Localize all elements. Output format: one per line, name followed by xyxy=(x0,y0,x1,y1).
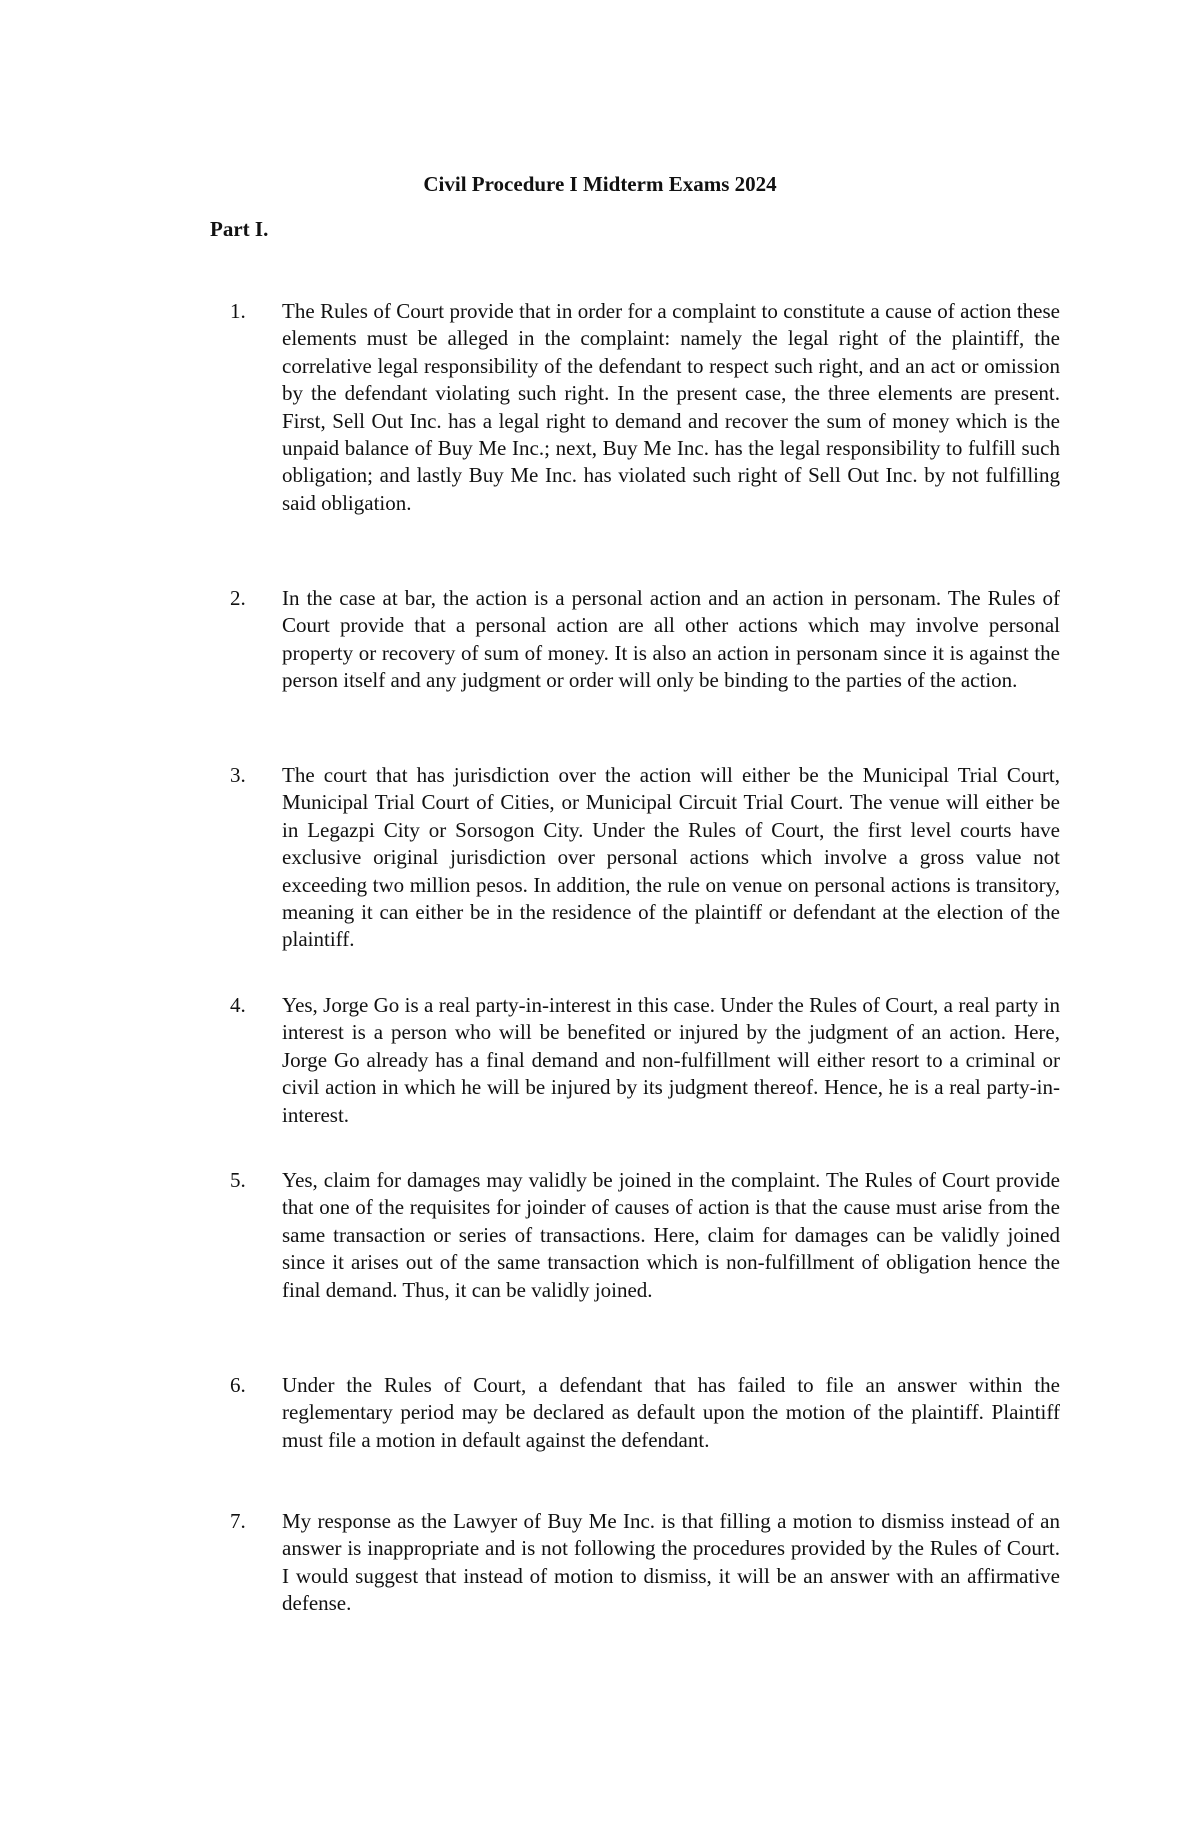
answer-item-2 xyxy=(230,585,1060,695)
answer-text: Under the Rules of Court, a defendant that has failed to file an answer within the reglementary period may be declared as default upon the motion of the plaintiff. Plaintiff must file a motion in default against the defendant. xyxy=(282,1373,1060,1452)
answer-text: Yes, claim for damages may validly be joined in the complaint. The Rules of Court provide that one of the requisites for joinder of causes of action is that the cause must arise from the same transaction or series of transactions. Here, claim for damages can be validly joined since it arises out of the same transaction which is non-fulfillment of obligation hence the final demand. Thus, it can be validly joined. xyxy=(282,1168,1060,1302)
answer-item-6 xyxy=(230,1372,1060,1454)
answer-item-3 xyxy=(230,762,1060,954)
answer-number: 7. xyxy=(230,1509,246,1533)
answer-number: 5. xyxy=(230,1168,246,1192)
answer-text: The court that has jurisdiction over the action will either be the Municipal Trial Court, Municipal Trial Court of Cities, or Municipal Circuit Trial Court. The venue will either be in Legazpi City or Sorsogon City. Under the Rules of Court, the first level courts have exclusive original jurisdiction over personal actions which involve a gross value not exceeding two million pesos. In addition, the rule on venue on personal actions is transitory, meaning it can either be in the residence of the plaintiff or defendant at the election of the plaintiff. xyxy=(282,763,1060,952)
answer-text: My response as the Lawyer of Buy Me Inc. is that filling a motion to dismiss instead of an answer is inappropriate and is not following the procedures provided by the Rules of Court. I would suggest that instead of motion to dismiss, it will be an answer with an affirmative defense. xyxy=(282,1509,1060,1616)
answer-text: In the case at bar, the action is a personal action and an action in personam. The Rules of Court provide that a personal action are all other actions which may involve personal property or recovery of sum of money. It is also an action in personam since it is against the person itself and any judgment or order will only be binding to the parties of the action. xyxy=(282,586,1060,693)
answer-text: Yes, Jorge Go is a real party-in-interest in this case. Under the Rules of Court, a real party in interest is a person who will be benefited or injured by the judgment of an action. Here, Jorge Go already has a final demand and non-fulfillment will either resort to a criminal or civil action in which he will be injured by its judgment thereof. Hence, he is a real party-in-interest. xyxy=(282,993,1060,1127)
answer-item-1 xyxy=(230,298,1060,517)
answer-item-7 xyxy=(230,1508,1060,1618)
answer-number: 6. xyxy=(230,1373,246,1397)
answer-number: 2. xyxy=(230,586,246,610)
part-heading: Part I. xyxy=(210,217,269,241)
answer-item-5 xyxy=(230,1167,1060,1304)
answer-text: The Rules of Court provide that in order for a complaint to constitute a cause of action these elements must be alleged in the complaint: namely the legal right of the plaintiff, the correlative legal responsibility of the defendant to respect such right, and an act or omission by the defendant violating such right. In the present case, the three elements are present. First, Sell Out Inc. has a legal right to demand and recover the sum of money which is the unpaid balance of Buy Me Inc.; next, Buy Me Inc. has the legal responsibility to fulfill such obligation; and lastly Buy Me Inc. has violated such right of Sell Out Inc. by not fulfilling said obligation. xyxy=(282,299,1060,515)
answer-item-4 xyxy=(230,992,1060,1129)
answer-number: 4. xyxy=(230,993,246,1017)
answer-number: 1. xyxy=(230,299,246,323)
answer-number: 3. xyxy=(230,763,246,787)
document-title: Civil Procedure I Midterm Exams 2024 xyxy=(423,172,777,196)
